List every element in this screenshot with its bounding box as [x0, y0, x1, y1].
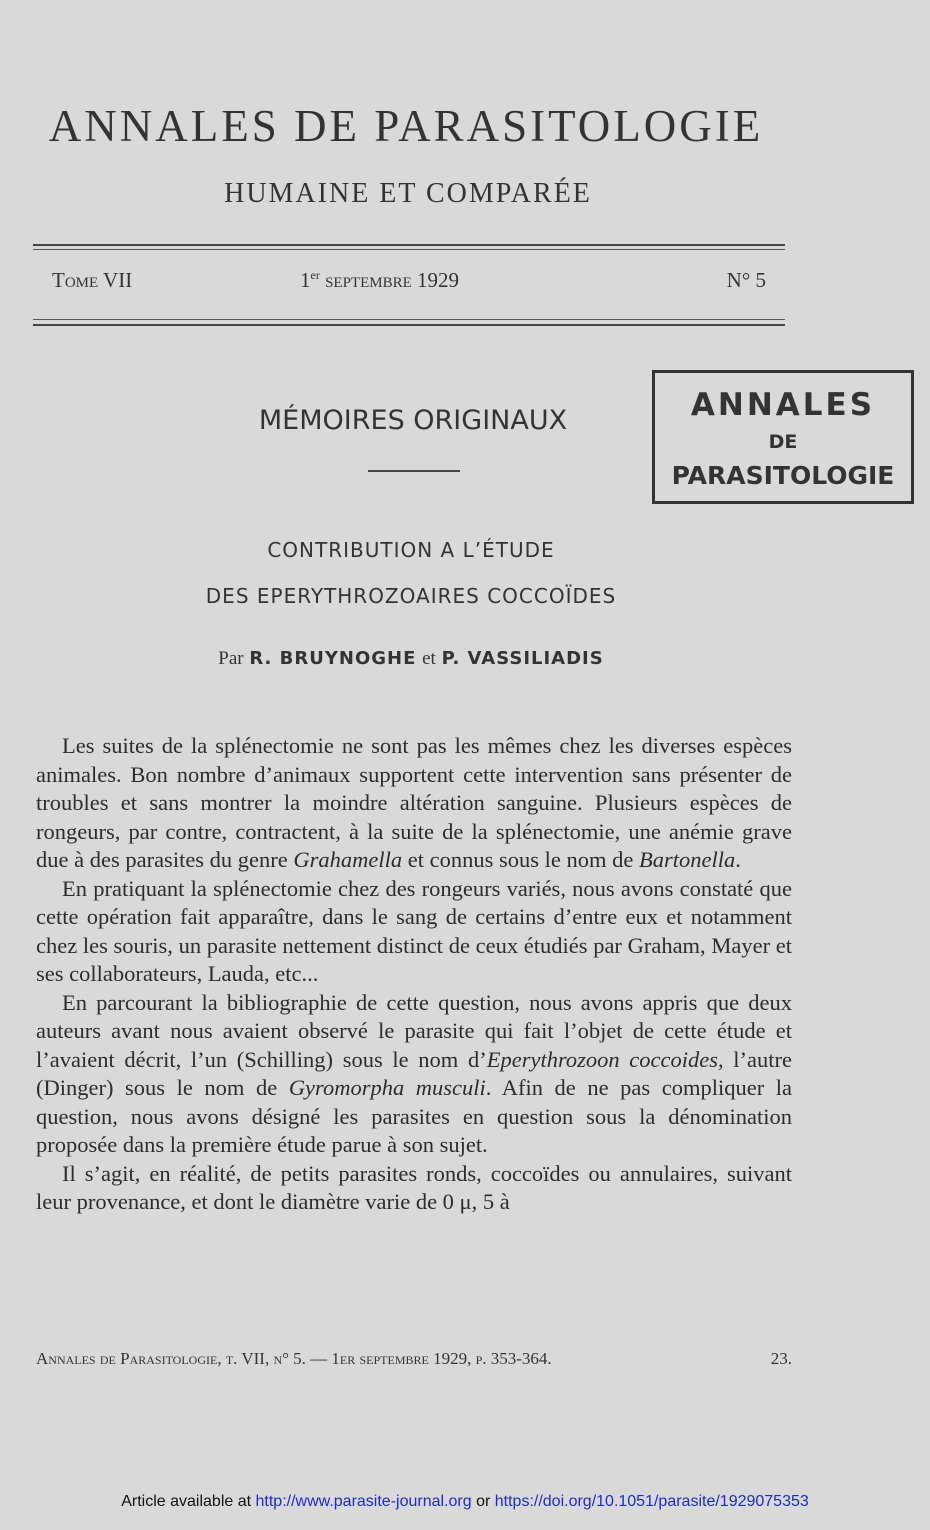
section-heading: MÉMOIRES ORIGINAUX — [258, 405, 568, 436]
journal-link[interactable]: http://www.parasite-journal.org — [255, 1493, 472, 1510]
header-rule-bottom-thin — [33, 319, 785, 320]
article-title-line-1: CONTRIBUTION A L’ÉTUDE — [267, 538, 555, 562]
paragraph-1: Les suites de la splénectomie ne sont pas les mêmes chez les diverses espèces animales. Bon nombre d’animaux supportent cette intervention sans présenter de troubles et sans montrer la moindre altération sanguine. Plusieurs espèces de rongeurs, par contre, contractent, à la suite de la splénectomie, une anémie grave due à des parasites du genre Grahamella et connus sous le nom de Bartonella. — [36, 733, 792, 872]
byline-et: et — [422, 648, 436, 669]
stamp-line-1: ANNALES — [690, 387, 876, 423]
paragraph-3: En parcourant la bibliographie de cette question, nous avons appris que deux auteurs avant nous avaient observé le parasite qui fait l’objet de cette étude et l’avaient décrit, l’un (Schilling) sous le nom d’Eperythrozoon coccoides, l’autre (Dinger) sous le nom de Gyromorpha musculi. Afin de ne pas compliquer la question, nous avons désigné les parasites en question sous la dénomination proposée dans la première étude parue à son sujet. — [36, 989, 793, 1157]
header-rule-top-thin — [33, 249, 785, 250]
journal-subtitle: HUMAINE ET COMPARÉE — [224, 178, 592, 209]
byline — [0, 648, 822, 670]
paragraph-2: En pratiquant la splénectomie chez des rongeurs variés, nous avons constaté que cette opération fait apparaître, dans le sang de certains d’entre eux et notamment chez les souris, un parasite nettement distinct de ceux étudiés par Graham, Mayer et ses collaborateurs, Lauda, etc... — [36, 875, 792, 986]
library-stamp — [652, 370, 914, 504]
stamp-line-3: PARASITOLOGIE — [671, 461, 895, 490]
header-rule-bottom — [33, 324, 785, 326]
journal-title: ANNALES DE PARASITOLOGIE — [48, 101, 764, 151]
byline-par: Par — [218, 648, 244, 669]
tome-label: Tome VII — [52, 268, 133, 292]
paragraph-4: Il s’agit, en réalité, de petits parasites ronds, coccoïdes ou annulaires, suivant leur provenance, et dont le diamètre varie de 0 μ, 5 à — [36, 1160, 792, 1214]
article-title-line-2: DES EPERYTHROZOAIRES COCCOÏDES — [205, 584, 617, 608]
issue-info-row — [52, 268, 766, 300]
author-2: P. VASSILIADIS — [441, 648, 604, 669]
section-divider — [368, 470, 460, 472]
author-1: R. BRUYNOGHE — [249, 648, 417, 669]
doi-link[interactable]: https://doi.org/10.1051/parasite/1929075353 — [494, 1493, 809, 1510]
page-number: 23. — [770, 1349, 792, 1368]
citation-text: Annales de Parasitologie, t. VII, n° 5. — 1er septembre 1929, p. 353-364. — [36, 1349, 552, 1368]
header-rule-top — [33, 244, 785, 246]
article-body — [36, 732, 792, 1217]
stamp-line-2: DE — [768, 431, 798, 453]
issue-date: 1er septembre 1929 — [300, 268, 460, 292]
availability-notice: Article available at http://www.parasite-journal.org or https://doi.org/10.1051/parasite/1929075353 — [121, 1493, 809, 1510]
issue-number: N° 5 — [726, 268, 766, 292]
footer-citation — [36, 1349, 792, 1369]
